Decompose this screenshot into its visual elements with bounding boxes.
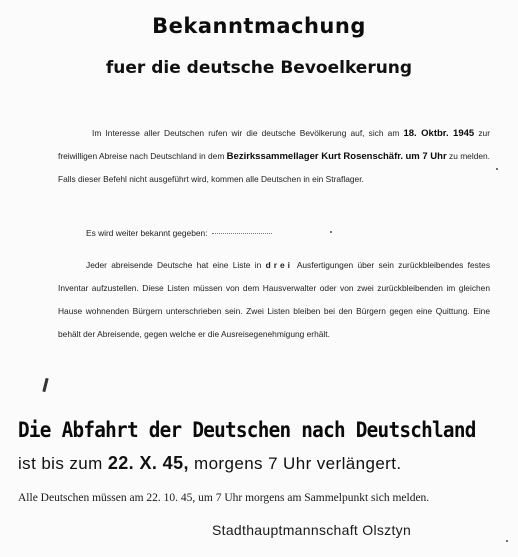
departure-headline: Die Abfahrt der Deutschen nach Deutschland (18, 418, 476, 442)
paragraph-call-to-report (58, 122, 490, 191)
report-time: um 7 Uhr (405, 151, 447, 162)
notice-title: Bekanntmachung (152, 14, 366, 38)
paragraph-inventory-list (58, 254, 490, 346)
blank-line (212, 233, 272, 234)
paragraph-further-notice (58, 222, 490, 245)
paper-speck (330, 231, 332, 233)
extension-line (18, 453, 402, 474)
extension-text-b: morgens 7 Uhr verlängert. (194, 454, 402, 473)
paragraph1-text-a: Im Interesse aller Deutschen rufen wir die deutsche Bevölkerung auf, sich am (92, 128, 400, 138)
paragraph1-text-b: zur freiwilligen Abreise nach Deutschland in dem (58, 128, 490, 161)
paper-speck (496, 168, 498, 170)
paper-speck (506, 540, 508, 542)
signature: Stadthauptmannschaft Olsztyn (212, 522, 412, 538)
extension-text-a: ist bis zum (18, 454, 103, 473)
margin-mark (42, 378, 48, 392)
paragraph1-text-c: zu melden. Falls dieser Befehl nicht ausgeführt wird, kommen alle Deutschen in ein Straflager. (58, 151, 491, 184)
extension-date: 22. X. 45, (107, 453, 189, 473)
typed-note: Alle Deutschen müssen am 22. 10. 45, um 7 Uhr morgens am Sammelpunkt sich melden. (18, 492, 430, 504)
paragraph3-text-b: Ausfertigungen über sein zurückbleibendes festes Inventar aufzustellen. Diese Listen müssen von dem Hausverwalter oder von zwei zurückbleibenden im gleichen Hause wohnenden Bürgern unterschrieben sein. Zwei Listen bleiben bei den Bürgern gegen eine Quittung. Eine behält der Abreisende, gegen welche er die Ausreisegenehmigung erhält. (58, 260, 491, 339)
copies-count: drei (265, 260, 293, 270)
paragraph3-text-a: Jeder abreisende Deutsche hat eine Liste in (86, 260, 262, 270)
report-date: 18. Oktbr. 1945 (403, 128, 475, 139)
assembly-place: Bezirkssammellager Kurt Rosenschäfr. (226, 151, 404, 162)
paragraph2-text: Es wird weiter bekannt gegeben: (86, 228, 208, 238)
notice-subtitle: fuer die deutsche Bevoelkerung (105, 58, 413, 78)
